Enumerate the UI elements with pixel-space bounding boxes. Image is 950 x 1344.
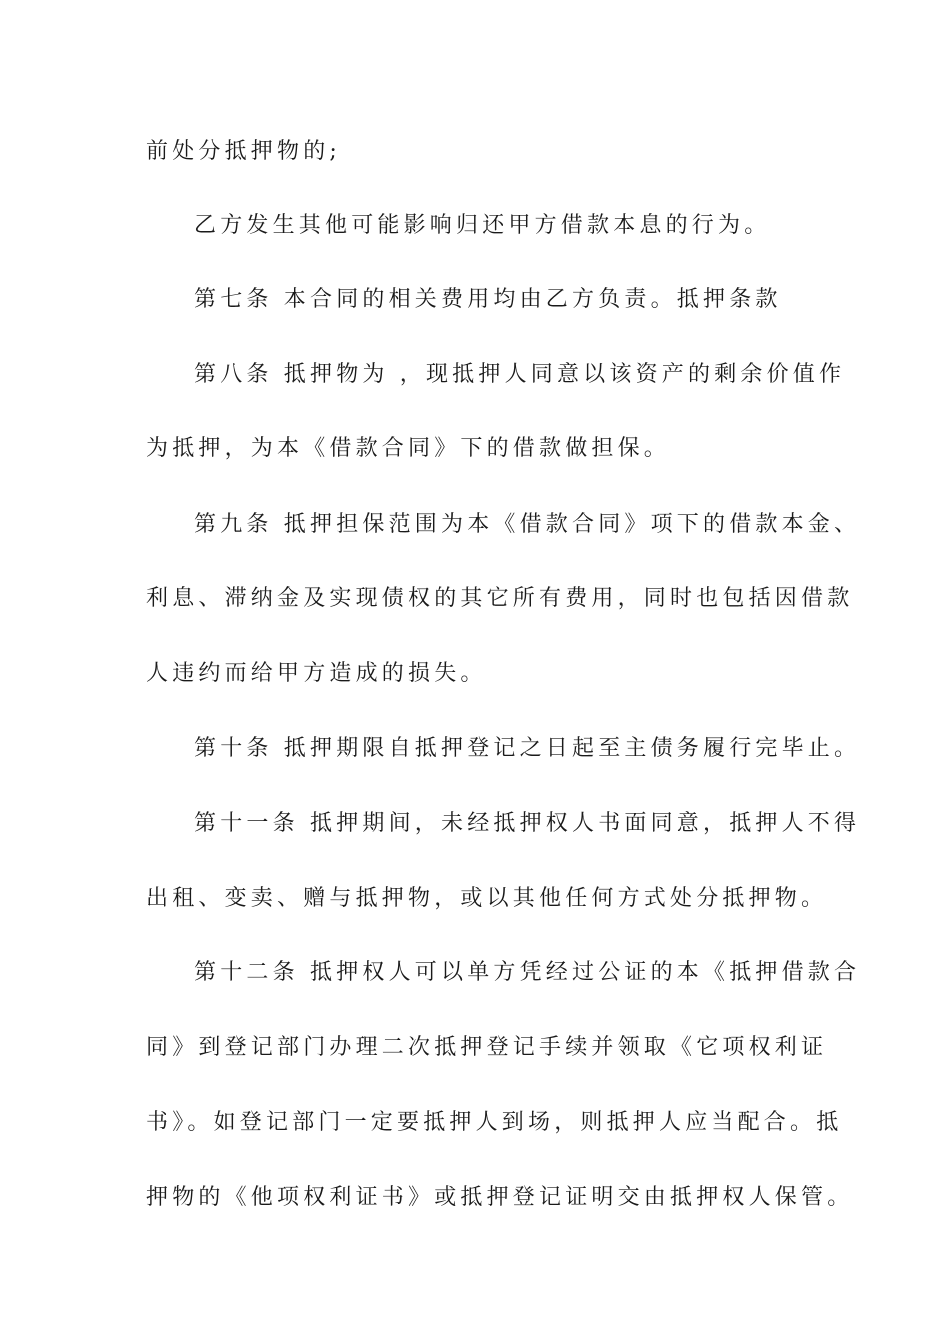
article-7-text: 第七条 本合同的相关费用均由乙方负责。抵押条款: [194, 287, 782, 312]
article-8-text: 第八条 抵押物为 ，现抵押人同意以该资产的剩余价值作: [194, 362, 846, 387]
text-line: 乙方发生其他可能影响归还甲方借款本息的行为。: [194, 213, 771, 238]
article-10-text: 第十条 抵押期限自抵押登记之日起至主债务履行完毕止。: [194, 736, 861, 761]
text-line: 同》到登记部门办理二次抵押登记手续并领取《它项权利证: [146, 1035, 828, 1060]
text-line: 出租、变卖、赠与抵押物，或以其他任何方式处分抵押物。: [146, 886, 828, 911]
text-line: 押物的《他项权利证书》或抵押登记证明交由抵押权人保管。: [146, 1185, 854, 1210]
text-line: 书》。如登记部门一定要抵押人到场，则抵押人应当配合。抵: [146, 1110, 843, 1135]
article-11-text: 第十一条 抵押期间，未经抵押权人书面同意，抵押人不得: [194, 811, 861, 836]
text-line: 人违约而给甲方造成的损失。: [146, 661, 487, 686]
article-12-text: 第十二条 抵押权人可以单方凭经过公证的本《抵押借款合: [194, 960, 861, 985]
text-line: 利息、滞纳金及实现债权的其它所有费用，同时也包括因借款: [146, 586, 854, 611]
text-line: 前处分抵押物的;: [146, 139, 342, 164]
text-line: 为抵押，为本《借款合同》下的借款做担保。: [146, 436, 671, 461]
article-9-text: 第九条 抵押担保范围为本《借款合同》项下的借款本金、: [194, 512, 861, 537]
